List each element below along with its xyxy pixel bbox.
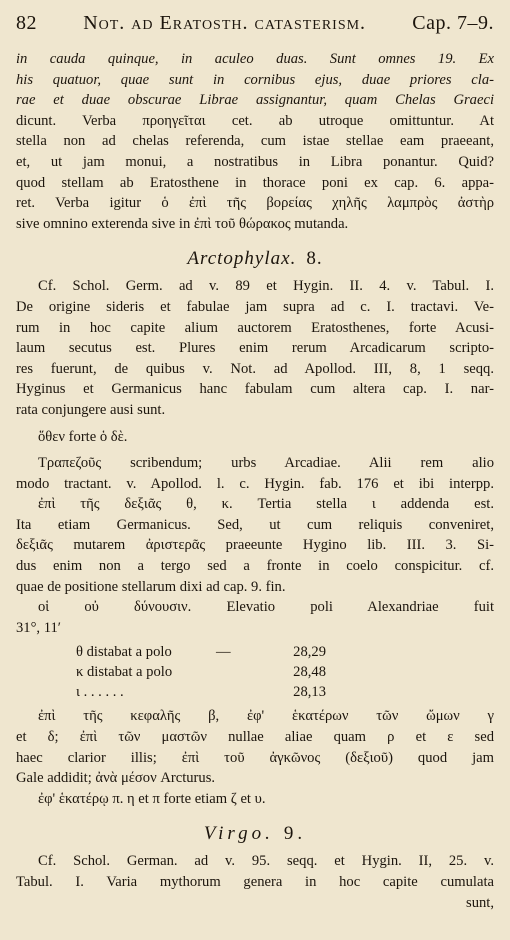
text-line: Cf. Schol. Germ. ad v. 89 et Hygin. II. 4. v. Tabul. I.: [38, 278, 494, 295]
table-row: [76, 642, 494, 662]
text-line: et, ut jam monui, a nostratibus in Libra ponantur. Quid?: [16, 153, 494, 170]
text-line: laum secutus est. Plures enim rerum Arcadicarum scripto-: [16, 340, 494, 357]
polar-distance-table: [76, 642, 494, 702]
reading-label: θ distabat a polo: [76, 644, 172, 661]
text-line: Tabul. I. Varia mythorum genera in hoc capite cumulata: [16, 874, 494, 890]
text-line: Cf. Schol. German. ad v. 95. seqq. et Hygin. II, 25. v.: [38, 853, 494, 870]
text-line: res fuerunt, de quibus v. Not. ad Apollod. III, 8, 1 seqq.: [16, 360, 494, 377]
section-title: Virgo.: [203, 823, 274, 845]
text-line: Ita etiam Germanicus. Sed, ut cum reliquis conveniret,: [16, 516, 494, 533]
note-othen: ὅθεν forte ὁ δὲ.: [38, 428, 128, 445]
text-line: rae et duae obscurae Librae assignantur, quam Chelas Graeci: [16, 92, 494, 109]
reading-label: κ distabat a polo: [76, 664, 173, 681]
page-number: 82: [16, 12, 37, 34]
section-number: 8.: [306, 248, 323, 270]
text-line: stella non ad chelas referenda, cum istae stellae eam praeeant,: [16, 133, 494, 150]
text-line: dicunt. Verba προηγεῖται cet. ab utroque omittuntur. At: [16, 112, 494, 129]
section-heading-virgo: [16, 823, 494, 845]
text-line: quae de positione stellarum dixi ad cap. 9. fin.: [16, 578, 286, 595]
section-number: 9.: [283, 823, 307, 845]
reading-label: ι . . . . . .: [76, 684, 124, 701]
text-line: ἐπὶ τῆς δεξιᾶς θ, κ. Tertia stella ι addenda est.: [38, 496, 494, 513]
paragraph-kephales: [16, 706, 494, 788]
text-line: rum in hoc capite alium auctorem Eratosthenes, forte Acusi-: [16, 319, 494, 336]
text-line-elevation: 31°, 11′: [16, 619, 61, 636]
text-line: haec clarior illis; ἐπὶ τοῦ ἀγκῶνος (δεξιοῦ) quod jam: [16, 749, 494, 766]
text-line: De origine sideris et fabulae jam supra ad c. I. tractavi. Ve-: [16, 298, 494, 315]
reading-dash: [216, 682, 256, 702]
text-line: sive omnino exterenda sive in ἐπὶ τοῦ θώρακος mutanda.: [16, 215, 349, 232]
table-row: [76, 682, 494, 702]
text-line: modo tractant. v. Apollod. l. c. Hygin. fab. 176 et ibi interpp.: [16, 475, 494, 492]
text-line: Gale addidit; ἀνὰ μέσον Arcturus.: [16, 770, 216, 787]
text-line: Τραπεζοῦς scribendum; urbs Arcadiae. Alii rem alio: [38, 455, 494, 472]
reading-dash: —: [216, 644, 231, 661]
paragraph-trapezus: [16, 453, 494, 494]
text-line: in cauda quinque, in aculeo duas. Sunt omnes 19. Ex: [16, 51, 494, 67]
text-line-ou-dunousin: οἱ οὐ δύνουσιν. Elevatio poli Alexandriae fuit: [38, 599, 494, 616]
reading-value: 28,29: [293, 644, 326, 661]
section-heading-arctophylax: [16, 248, 494, 270]
running-head: [16, 12, 494, 35]
reading-value: 28,48: [293, 664, 326, 681]
text-line: dus enim non a tergo sed a fronte in coelo conspicitur. cf.: [16, 558, 494, 575]
text-line-ephekatero: ἐφ' ἑκατέρῳ π. η et π forte etiam ζ et υ.: [38, 790, 266, 807]
text-line: ἐπὶ τῆς κεφαλῆς β, ἐφ' ἑκατέρων τῶν ὤμων γ: [38, 708, 494, 725]
text-line: et δ; ἐπὶ τῶν μαστῶν nullae aliae quam ρ et ε sed: [16, 729, 494, 746]
text-line: δεξιᾶς mutarem ἀριστερᾶς praeeunte Hygino lib. III. 3. Si-: [16, 537, 494, 554]
reading-value: 28,13: [293, 684, 326, 701]
text-line: rata conjungere ausi sunt.: [16, 401, 166, 418]
reading-dash: [216, 662, 256, 682]
section-title: Arctophylax.: [187, 248, 297, 270]
paragraph-dexias: [16, 494, 494, 597]
paragraph-arctophylax-intro: [16, 276, 494, 420]
paragraph-virgo-intro: [16, 851, 494, 913]
text-line: sunt,: [466, 894, 494, 911]
table-row: [76, 662, 494, 682]
chapter-range: Cap. 7–9.: [412, 12, 494, 34]
text-line: his quatuor, quae sunt in cornibus ejus, duae priores cla-: [16, 71, 494, 88]
text-line: quod stellam ab Eratosthene in thorace poni ex cap. 6. appa-: [16, 174, 494, 191]
text-line: ret. Verba igitur ὁ ἐπὶ τῆς βορείας χηλῆς λαμπρὸς ἀστὴρ: [16, 195, 494, 212]
paragraph-scorpio-continued: [16, 49, 494, 234]
running-title: Not. ad Eratosth. catasterism.: [83, 12, 367, 34]
text-line: Hyginus et Germanicus hanc fabulam cum altera cap. I. nar-: [16, 381, 494, 398]
